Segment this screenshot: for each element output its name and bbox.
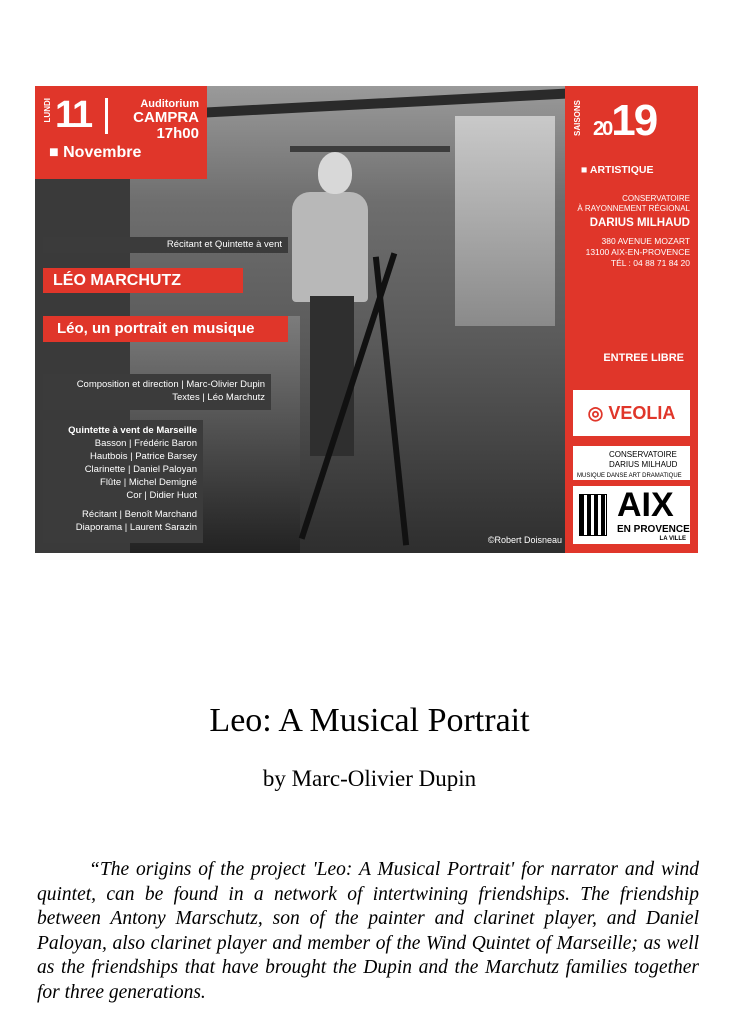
cons-logo-line2: DARIUS MILHAUD: [609, 460, 678, 469]
address-line1: 380 AVENUE MOZART: [601, 236, 690, 246]
season-year: [593, 96, 656, 146]
year-suffix: 19: [611, 96, 657, 145]
conservatoire-line1: CONSERVATOIRE: [622, 194, 690, 203]
aix-word: AIX: [617, 486, 674, 524]
phone-line: TÉL : 04 88 71 84 20: [610, 258, 690, 268]
poster-subtitle: Récitant et Quintette à vent: [43, 237, 288, 253]
photo-man-head: [318, 152, 352, 194]
poster-portrait-title: Léo, un portrait en musique: [43, 316, 288, 342]
veolia-logo: [573, 390, 690, 436]
cons-logo-sub: MUSIQUE DANSE ART DRAMATIQUE: [577, 473, 682, 479]
weekday: LUNDI: [43, 98, 52, 123]
quintet-member: Clarinette | Daniel Paloyan: [84, 464, 197, 475]
entry-label: ENTREE LIBRE: [603, 352, 684, 364]
venue-line1: Auditorium: [140, 98, 199, 110]
date-divider: [105, 98, 108, 134]
conservatoire-type: [577, 194, 690, 214]
photo-window: [455, 116, 555, 326]
conservatoire-address: [586, 236, 690, 269]
article-author: by Marc-Olivier Dupin: [262, 766, 477, 791]
venue-line2: CAMPRA: [133, 109, 199, 126]
aix-logo: [573, 486, 690, 544]
quintet-member: Hautbois | Patrice Barsey: [89, 451, 197, 462]
aix-shield-icon: [579, 494, 607, 536]
season-label: SAISONS: [573, 100, 582, 137]
aix-sub: EN PROVENCE: [617, 524, 690, 535]
concert-poster: [35, 86, 698, 553]
conservatoire-line2: À RAYONNEMENT RÉGIONAL: [577, 204, 690, 213]
quintet-member: Basson | Frédéric Baron: [94, 438, 197, 449]
article-quote: “The origins of the project 'Leo: A Musical Portrait' for narrator and wind quintet, can be found in a network of intertwining friendships. The friendship between Antony Marschutz, son of the painter and clarinet player, and Daniel Paloyan, also clarinet player and member of the Wind Quintet of Marseille; as well as the friendships that have brought the Dupin and the Marchutz families together for three generations.: [37, 859, 699, 1003]
photo-man-body: [292, 192, 368, 302]
quintet-credits: [43, 420, 203, 543]
sidebar-info: [565, 86, 698, 553]
conservatoire-logo: [573, 446, 690, 480]
composition-credits: [43, 374, 271, 410]
composition-line: Composition et direction | Marc-Olivier Dupin: [76, 379, 265, 390]
veolia-text: VEOLIA: [608, 403, 676, 423]
cons-logo-text: [609, 450, 677, 470]
article-title: Leo: A Musical Portrait: [209, 702, 530, 739]
conservatoire-name: DARIUS MILHAUD: [589, 217, 690, 229]
photo-shelf: [290, 146, 450, 152]
month: ■ Novembre: [49, 144, 142, 161]
year-prefix: 20: [593, 118, 612, 140]
venue: [115, 98, 199, 142]
season-artistique: ■ ARTISTIQUE: [581, 164, 654, 176]
narrator-line: Récitant | Benoît Marchand: [82, 509, 197, 520]
quintet-heading: Quintette à vent de Marseille: [68, 425, 197, 436]
cons-logo-line1: CONSERVATOIRE: [609, 450, 677, 459]
photo-credit: ©Robert Doisneau: [487, 535, 562, 545]
artistique-label: ARTISTIQUE: [589, 164, 654, 176]
aix-ville: LA VILLE: [659, 536, 686, 542]
texts-line: Textes | Léo Marchutz: [172, 392, 265, 403]
poster-name: LÉO MARCHUTZ: [43, 268, 243, 293]
address-line2: 13100 AIX-EN-PROVENCE: [585, 247, 690, 257]
veolia-o-icon: ◎: [587, 403, 609, 423]
quintet-member: Flûte | Michel Demigné: [100, 477, 197, 488]
day-number: 11: [55, 94, 92, 136]
diaporama-line: Diaporama | Laurent Sarazin: [75, 522, 197, 533]
date-box: [35, 86, 207, 179]
month-label: Novembre: [63, 144, 142, 161]
concert-time: 17h00: [156, 125, 199, 142]
photo-press-bar: [373, 256, 409, 545]
quintet-member: Cor | Didier Huot: [126, 490, 197, 501]
